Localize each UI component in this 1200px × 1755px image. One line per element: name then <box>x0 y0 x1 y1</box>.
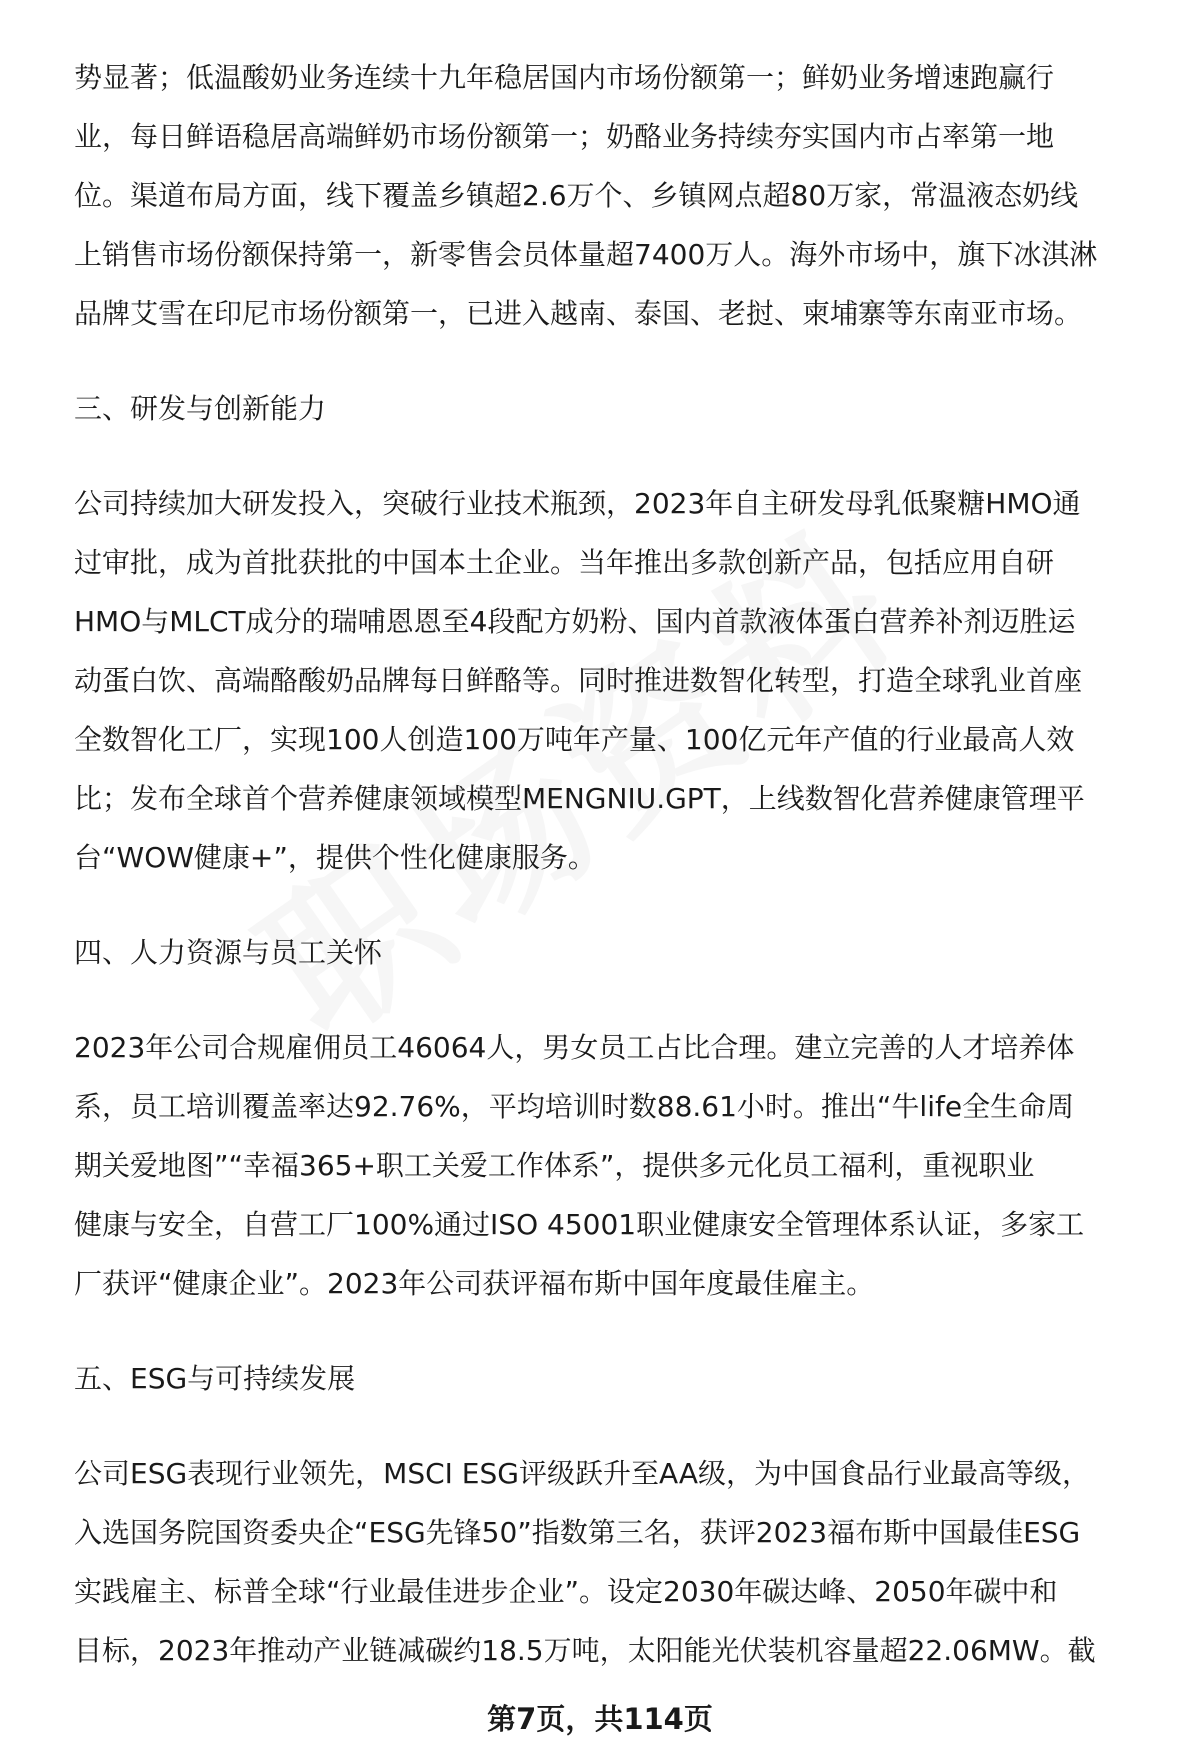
text-line: 动蛋白饮、高端酪酸奶品牌每日鲜酪等。同时推进数智化转型，打造全球乳业首座 <box>74 664 1083 697</box>
text-line: 公司ESG表现行业领先，MSCI ESG评级跃升至AA级，为中国食品行业最高等级， <box>74 1457 1091 1490</box>
text-line: 位。渠道布局方面，线下覆盖乡镇超2.6万个、乡镇网点超80万家，常温液态奶线 <box>74 179 1079 212</box>
text-line: 比；发布全球首个营养健康领域模型MENGNIU.GPT，上线数智化营养健康管理平 <box>74 782 1085 815</box>
text-line: 业，每日鲜语稳居高端鲜奶市场份额第一；奶酪业务持续夯实国内市占率第一地 <box>74 120 1055 153</box>
text-line: 过审批，成为首批获批的中国本土企业。当年推出多款创新产品，包括应用自研 <box>74 546 1055 579</box>
paragraph-rnd <box>74 474 1154 887</box>
text-line: 势显著；低温酸奶业务连续十九年稳居国内市场份额第一；鲜奶业务增速跑赢行 <box>74 61 1055 94</box>
text-line: HMO与MLCT成分的瑞哺恩恩至4段配方奶粉、国内首款液体蛋白营养补剂迈胜运 <box>74 605 1076 638</box>
paragraph-market-position <box>74 48 1154 343</box>
text-line: 期关爱地图”“幸福365+职工关爱工作体系”，提供多元化员工福利，重视职业 <box>74 1149 1035 1182</box>
text-line: 台“WOW健康+”，提供个性化健康服务。 <box>74 841 596 874</box>
text-line: 品牌艾雪在印尼市场份额第一，已进入越南、泰国、老挝、柬埔寨等东南亚市场。 <box>74 297 1083 330</box>
paragraph-esg <box>74 1444 1154 1680</box>
text-line: 健康与安全，自营工厂100%通过ISO 45001职业健康安全管理体系认证，多家工 <box>74 1208 1085 1241</box>
section-heading-hr: 四、人力资源与员工关怀 <box>74 936 383 969</box>
text-line: 上销售市场份额保持第一，新零售会员体量超7400万人。海外市场中，旗下冰淇淋 <box>74 238 1098 271</box>
text-line: 2023年公司合规雇佣员工46064人，男女员工占比合理。建立完善的人才培养体 <box>74 1031 1075 1064</box>
text-line: 公司持续加大研发投入，突破行业技术瓶颈，2023年自主研发母乳低聚糖HMO通 <box>74 487 1081 520</box>
text-line: 厂获评“健康企业”。2023年公司获评福布斯中国年度最佳雇主。 <box>74 1267 875 1300</box>
text-line: 入选国务院国资委央企“ESG先锋50”指数第三名，获评2023福布斯中国最佳ESG <box>74 1516 1081 1549</box>
text-line: 系，员工培训覆盖率达92.76%，平均培训时数88.61小时。推出“牛life全生命周 <box>74 1090 1075 1123</box>
text-line: 实践雇主、标普全球“行业最佳进步企业”。设定2030年碳达峰、2050年碳中和 <box>74 1575 1058 1608</box>
section-heading-esg: 五、ESG与可持续发展 <box>74 1362 356 1395</box>
document-body <box>74 48 1154 1680</box>
text-line: 全数智化工厂，实现100人创造100万吨年产量、100亿元年产值的行业最高人效 <box>74 723 1075 756</box>
paragraph-hr <box>74 1018 1154 1313</box>
text-line: 目标，2023年推动产业链减碳约18.5万吨，太阳能光伏装机容量超22.06MW。截 <box>74 1634 1096 1667</box>
section-heading-rnd: 三、研发与创新能力 <box>74 392 327 425</box>
page-number-footer: 第7页，共114页 <box>487 1702 713 1736</box>
